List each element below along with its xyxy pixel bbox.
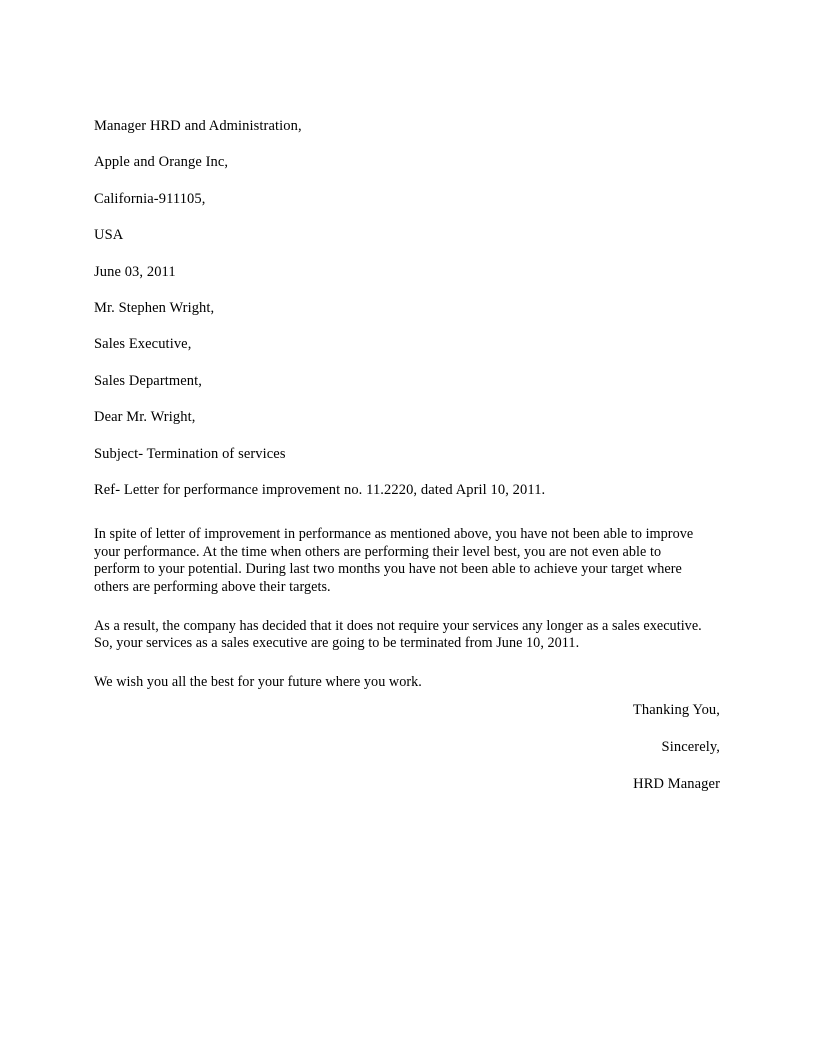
recipient-address-block [94, 290, 710, 399]
body-paragraph-1: In spite of letter of improvement in performance as mentioned above, you have not been able to improve your performance. At the time when others are performing their level best, you are not even able to perform to your potential. During last two months you have not been able to achieve your target where others are performing above their targets. [94, 526, 694, 596]
closing-line-sincerely: Sincerely, [661, 739, 720, 755]
sender-line-title: Manager HRD and Administration, [94, 118, 302, 134]
salutation-line: Dear Mr. Wright, [94, 409, 196, 426]
recipient-line-department: Sales Department, [94, 372, 203, 389]
closing-block [94, 692, 720, 803]
closing-line-signature: HRD Manager [633, 776, 720, 792]
body-paragraph-3: We wish you all the best for your future where you work. [94, 673, 422, 690]
sender-address-block [94, 108, 710, 254]
letter-body [94, 108, 710, 691]
sender-line-country: USA [94, 227, 124, 244]
sender-line-city: California-911105, [94, 190, 206, 207]
body-paragraph-2: As a result, the company has decided that it does not require your services any longer as a sales executive. So, your services as a sales executive are going to be terminated from June 10, 2011. [94, 617, 702, 652]
closing-line-thanking: Thanking You, [632, 702, 720, 718]
sender-line-company: Apple and Orange Inc, [94, 154, 229, 171]
date-line: June 03, 2011 [94, 263, 176, 280]
recipient-line-title: Sales Executive, [94, 336, 192, 353]
recipient-line-name: Mr. Stephen Wright, [94, 299, 215, 316]
subject-line: Subject- Termination of services [94, 445, 286, 462]
reference-line: Ref- Letter for performance improvement no. 11.2220, dated April 10, 2011. [94, 481, 546, 498]
